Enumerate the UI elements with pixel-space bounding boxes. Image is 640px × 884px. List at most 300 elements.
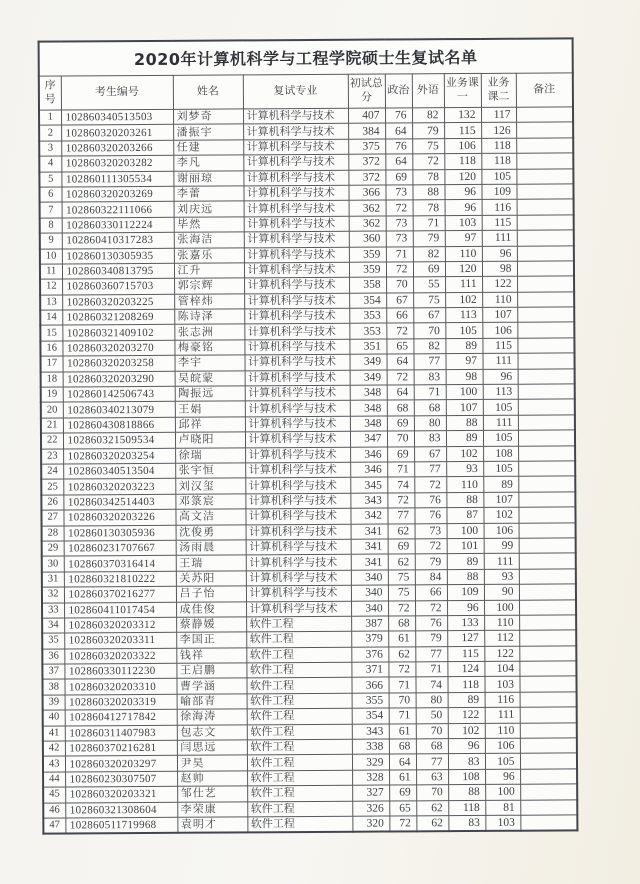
cell-remarks xyxy=(519,646,576,662)
table-row xyxy=(43,815,577,834)
cell-candidate-id: 102860322111066 xyxy=(62,202,174,218)
cell-index: 41 xyxy=(43,726,65,742)
cell-politics-score: 69 xyxy=(387,446,414,462)
cell-name: 刘梦奇 xyxy=(173,109,243,125)
cell-index: 4 xyxy=(39,156,61,172)
cell-course1-score: 97 xyxy=(445,231,482,247)
cell-major: 计算机科学与技术 xyxy=(245,462,350,478)
cell-major: 计算机科学与技术 xyxy=(246,555,351,571)
cell-course2-score: 111 xyxy=(482,353,517,369)
cell-candidate-id: 102860320203258 xyxy=(63,356,175,372)
cell-total-score: 353 xyxy=(349,323,386,339)
cell-politics-score: 71 xyxy=(386,246,413,262)
cell-remarks xyxy=(517,353,574,369)
cell-name: 张嘉乐 xyxy=(174,247,244,263)
cell-total-score: 366 xyxy=(348,185,385,201)
col-header-candidate-id: 考生编号 xyxy=(61,75,173,110)
cell-course2-score: 107 xyxy=(482,307,517,323)
cell-total-score: 348 xyxy=(350,400,387,416)
cell-total-score: 366 xyxy=(351,677,388,693)
cell-politics-score: 64 xyxy=(385,154,412,170)
cell-index: 7 xyxy=(40,202,62,218)
cell-major: 计算机科学与技术 xyxy=(245,416,350,432)
cell-course2-score: 107 xyxy=(483,492,518,508)
cell-major: 计算机科学与技术 xyxy=(244,339,349,355)
cell-course2-score: 111 xyxy=(485,707,520,723)
cell-course1-score: 89 xyxy=(445,338,482,354)
cell-name: 徐瑞 xyxy=(175,447,245,463)
cell-remarks xyxy=(518,384,575,400)
cell-name: 钱祥 xyxy=(176,648,246,664)
cell-name: 邱祥 xyxy=(175,417,245,433)
col-header-remarks: 备注 xyxy=(516,73,573,107)
cell-course2-score: 113 xyxy=(483,384,518,400)
cell-candidate-id: 102860321308604 xyxy=(65,802,177,818)
cell-total-score: 341 xyxy=(351,539,388,555)
cell-foreign-language-score: 78 xyxy=(413,200,445,216)
cell-remarks xyxy=(519,584,576,600)
cell-candidate-id: 102860320203254 xyxy=(63,448,175,464)
cell-remarks xyxy=(518,399,575,415)
cell-candidate-id: 102860320203269 xyxy=(61,186,173,202)
cell-major: 计算机科学与技术 xyxy=(245,385,350,401)
cell-candidate-id: 102860130305936 xyxy=(64,525,176,541)
cell-remarks xyxy=(519,630,576,646)
cell-remarks xyxy=(516,184,573,200)
cell-total-score: 346 xyxy=(350,462,387,478)
cell-course1-score: 98 xyxy=(446,369,483,385)
cell-course1-score: 102 xyxy=(448,723,485,739)
cell-major: 软件工程 xyxy=(246,647,351,663)
cell-course1-score: 132 xyxy=(444,107,481,123)
cell-remarks xyxy=(520,722,577,738)
cell-name: 刘汉玺 xyxy=(175,478,245,494)
cell-remarks xyxy=(518,415,575,431)
cell-course2-score: 93 xyxy=(484,569,519,585)
cell-politics-score: 61 xyxy=(389,770,416,786)
cell-remarks xyxy=(520,707,577,723)
cell-candidate-id: 102860320203310 xyxy=(64,679,176,695)
cell-index: 17 xyxy=(41,356,63,372)
cell-remarks xyxy=(519,569,576,585)
cell-remarks xyxy=(520,815,577,831)
cell-candidate-id: 102860330112224 xyxy=(62,217,174,233)
cell-course2-score: 105 xyxy=(483,430,518,446)
cell-index: 5 xyxy=(39,172,61,188)
cell-politics-score: 69 xyxy=(385,169,412,185)
cell-total-score: 340 xyxy=(351,570,388,586)
cell-course1-score: 96 xyxy=(447,600,484,616)
cell-total-score: 360 xyxy=(349,231,386,247)
cell-major: 软件工程 xyxy=(246,616,351,632)
cell-major: 软件工程 xyxy=(246,632,351,648)
cell-foreign-language-score: 76 xyxy=(414,508,446,524)
col-header-index: 序号 xyxy=(39,76,61,110)
cell-candidate-id: 102860320203322 xyxy=(64,648,176,664)
cell-major: 计算机科学与技术 xyxy=(246,601,351,617)
cell-course2-score: 111 xyxy=(483,415,518,431)
cell-candidate-id: 102860340513503 xyxy=(61,109,173,125)
cell-index: 8 xyxy=(40,218,62,234)
cell-name: 闫思远 xyxy=(177,740,247,756)
cell-name: 包志文 xyxy=(177,725,247,741)
cell-course1-score: 110 xyxy=(446,477,483,493)
cell-index: 6 xyxy=(39,187,61,203)
cell-politics-score: 61 xyxy=(388,631,415,647)
cell-course1-score: 118 xyxy=(444,154,481,170)
cell-major: 计算机科学与技术 xyxy=(246,570,351,586)
cell-course2-score: 110 xyxy=(482,292,517,308)
cell-foreign-language-score: 74 xyxy=(415,677,447,693)
cell-candidate-id: 102860320203261 xyxy=(61,125,173,141)
cell-major: 计算机科学与技术 xyxy=(243,154,348,170)
cell-candidate-id: 102860320203226 xyxy=(63,509,175,525)
cell-politics-score: 76 xyxy=(385,139,412,155)
cell-major: 计算机科学与技术 xyxy=(243,108,348,124)
cell-course2-score: 96 xyxy=(483,369,518,385)
cell-remarks xyxy=(516,107,573,123)
cell-name: 吕子怡 xyxy=(176,586,246,602)
cell-candidate-id: 102860370316414 xyxy=(64,556,176,572)
cell-course2-score: 126 xyxy=(481,123,516,139)
cell-course1-score: 96 xyxy=(448,738,485,754)
cell-foreign-language-score: 75 xyxy=(413,292,445,308)
cell-name: 曹学涵 xyxy=(176,678,246,694)
cell-course1-score: 97 xyxy=(446,354,483,370)
cell-candidate-id: 102860230307507 xyxy=(65,771,177,787)
cell-candidate-id: 102860111305534 xyxy=(61,171,173,187)
cell-index: 3 xyxy=(39,141,61,157)
cell-name: 李荣康 xyxy=(177,801,247,817)
cell-remarks xyxy=(519,661,576,677)
cell-candidate-id: 102860410317283 xyxy=(62,232,174,248)
cell-major: 计算机科学与技术 xyxy=(245,508,350,524)
cell-index: 23 xyxy=(41,449,63,465)
cell-course1-score: 100 xyxy=(446,384,483,400)
cell-foreign-language-score: 83 xyxy=(414,431,446,447)
cell-name: 任建 xyxy=(173,140,243,156)
cell-foreign-language-score: 76 xyxy=(414,492,446,508)
cell-major: 计算机科学与技术 xyxy=(245,478,350,494)
cell-politics-score: 72 xyxy=(388,662,415,678)
cell-candidate-id: 102860320203282 xyxy=(61,155,173,171)
cell-foreign-language-score: 72 xyxy=(415,600,447,616)
cell-name: 王启鹏 xyxy=(176,663,246,679)
cell-course2-score: 122 xyxy=(482,277,517,293)
cell-foreign-language-score: 77 xyxy=(415,646,447,662)
cell-index: 37 xyxy=(42,664,64,680)
admission-list-table xyxy=(38,37,579,835)
cell-foreign-language-score: 71 xyxy=(415,662,447,678)
cell-politics-score: 75 xyxy=(388,585,415,601)
cell-foreign-language-score: 67 xyxy=(414,446,446,462)
cell-total-score: 347 xyxy=(350,431,387,447)
cell-index: 19 xyxy=(41,387,63,403)
cell-remarks xyxy=(518,476,575,492)
cell-name: 喻部青 xyxy=(177,694,247,710)
cell-foreign-language-score: 84 xyxy=(415,569,447,585)
col-header-total-score: 初试总分 xyxy=(348,74,385,108)
cell-name: 王娟 xyxy=(175,401,245,417)
cell-course1-score: 83 xyxy=(448,754,485,770)
cell-index: 34 xyxy=(42,618,64,634)
cell-candidate-id: 102860311407983 xyxy=(65,725,177,741)
cell-index: 20 xyxy=(41,402,63,418)
cell-name: 管梓炜 xyxy=(174,294,244,310)
col-header-course2: 业务课二 xyxy=(481,73,516,107)
cell-foreign-language-score: 72 xyxy=(412,154,444,170)
page-title: 2020年计算机科学与工程学院硕士生复试名单 xyxy=(39,38,573,76)
cell-course2-score: 122 xyxy=(484,646,519,662)
cell-course1-score: 113 xyxy=(445,308,482,324)
cell-candidate-id: 102860231707667 xyxy=(64,540,176,556)
col-header-politics: 政治 xyxy=(385,74,412,108)
cell-remarks xyxy=(516,122,573,138)
cell-remarks xyxy=(516,153,573,169)
cell-course1-score: 127 xyxy=(447,631,484,647)
cell-total-score: 349 xyxy=(350,354,387,370)
cell-foreign-language-score: 88 xyxy=(412,185,444,201)
cell-total-score: 340 xyxy=(351,601,388,617)
cell-candidate-id: 102860320203321 xyxy=(65,786,177,802)
cell-remarks xyxy=(518,492,575,508)
cell-course2-score: 110 xyxy=(485,723,520,739)
cell-course2-score: 115 xyxy=(482,338,517,354)
cell-course1-score: 103 xyxy=(445,215,482,231)
cell-name: 邹仕艺 xyxy=(177,786,247,802)
cell-candidate-id: 102860321509534 xyxy=(63,433,175,449)
cell-major: 计算机科学与技术 xyxy=(244,262,349,278)
cell-total-score: 362 xyxy=(349,216,386,232)
cell-remarks xyxy=(517,322,574,338)
cell-course1-score: 118 xyxy=(447,677,484,693)
cell-major: 计算机科学与技术 xyxy=(246,524,351,540)
cell-index: 32 xyxy=(42,587,64,603)
cell-foreign-language-score: 62 xyxy=(416,800,448,816)
cell-course1-score: 102 xyxy=(445,292,482,308)
cell-major: 计算机科学与技术 xyxy=(245,493,350,509)
cell-index: 43 xyxy=(43,756,65,772)
cell-index: 27 xyxy=(41,510,63,526)
cell-total-score: 372 xyxy=(348,154,385,170)
cell-foreign-language-score: 67 xyxy=(413,308,445,324)
cell-foreign-language-score: 66 xyxy=(415,585,447,601)
cell-candidate-id: 102860321810222 xyxy=(64,571,176,587)
cell-name: 成佳俊 xyxy=(176,601,246,617)
cell-total-score: 376 xyxy=(351,647,388,663)
cell-remarks xyxy=(518,461,575,477)
cell-politics-score: 72 xyxy=(387,493,414,509)
cell-remarks xyxy=(517,215,574,231)
cell-candidate-id: 102860340513504 xyxy=(63,463,175,479)
cell-candidate-id: 102860321208269 xyxy=(62,309,174,325)
cell-total-score: 348 xyxy=(350,385,387,401)
cell-politics-score: 70 xyxy=(389,693,416,709)
cell-major: 软件工程 xyxy=(247,801,352,817)
cell-foreign-language-score: 80 xyxy=(416,692,448,708)
cell-politics-score: 73 xyxy=(386,216,413,232)
cell-course1-score: 89 xyxy=(447,554,484,570)
cell-course1-score: 110 xyxy=(445,246,482,262)
cell-name: 谢丽琼 xyxy=(173,170,243,186)
cell-major: 软件工程 xyxy=(247,693,352,709)
cell-candidate-id: 102860320203225 xyxy=(62,294,174,310)
cell-politics-score: 64 xyxy=(387,354,414,370)
cell-politics-score: 66 xyxy=(386,308,413,324)
cell-total-score: 379 xyxy=(351,631,388,647)
cell-foreign-language-score: 68 xyxy=(416,739,448,755)
cell-total-score: 371 xyxy=(351,662,388,678)
cell-course2-score: 106 xyxy=(482,323,517,339)
cell-major: 软件工程 xyxy=(247,816,352,833)
cell-candidate-id: 102860320203312 xyxy=(64,617,176,633)
cell-index: 13 xyxy=(40,295,62,311)
cell-course2-score: 96 xyxy=(485,769,520,785)
cell-foreign-language-score: 55 xyxy=(413,277,445,293)
cell-candidate-id: 102860130305935 xyxy=(62,248,174,264)
cell-remarks xyxy=(520,799,577,815)
cell-course1-score: 101 xyxy=(447,538,484,554)
cell-index: 45 xyxy=(43,787,65,803)
cell-name: 李蕾 xyxy=(173,186,243,202)
cell-foreign-language-score: 83 xyxy=(414,369,446,385)
cell-politics-score: 70 xyxy=(386,277,413,293)
cell-major: 计算机科学与技术 xyxy=(243,124,348,140)
cell-name: 袁明才 xyxy=(177,817,247,833)
cell-politics-score: 68 xyxy=(389,739,416,755)
cell-foreign-language-score: 77 xyxy=(414,462,446,478)
cell-index: 12 xyxy=(40,279,62,295)
cell-name: 李凡 xyxy=(173,155,243,171)
cell-major: 计算机科学与技术 xyxy=(245,370,350,386)
cell-major: 计算机科学与技术 xyxy=(245,354,350,370)
cell-politics-score: 72 xyxy=(386,323,413,339)
cell-course1-score: 105 xyxy=(445,323,482,339)
cell-total-score: 341 xyxy=(351,524,388,540)
cell-politics-score: 72 xyxy=(386,200,413,216)
cell-index: 18 xyxy=(41,372,63,388)
cell-foreign-language-score: 77 xyxy=(414,354,446,370)
cell-index: 40 xyxy=(43,710,65,726)
cell-major: 计算机科学与技术 xyxy=(246,539,351,555)
cell-major: 计算机科学与技术 xyxy=(246,585,351,601)
cell-name: 徐海涛 xyxy=(177,709,247,725)
cell-total-score: 384 xyxy=(348,123,385,139)
cell-foreign-language-score: 63 xyxy=(416,769,448,785)
cell-course2-score: 111 xyxy=(484,554,519,570)
cell-candidate-id: 102860411017454 xyxy=(64,602,176,618)
cell-major: 计算机科学与技术 xyxy=(244,308,349,324)
cell-total-score: 354 xyxy=(352,708,389,724)
cell-course2-score: 99 xyxy=(484,538,519,554)
cell-politics-score: 71 xyxy=(389,708,416,724)
cell-course1-score: 88 xyxy=(446,415,483,431)
cell-course1-score: 122 xyxy=(448,708,485,724)
cell-total-score: 349 xyxy=(350,370,387,386)
cell-index: 36 xyxy=(42,649,64,665)
cell-major: 计算机科学与技术 xyxy=(243,139,348,155)
cell-total-score: 342 xyxy=(350,508,387,524)
cell-total-score: 341 xyxy=(351,554,388,570)
cell-politics-score: 69 xyxy=(388,539,415,555)
cell-politics-score: 64 xyxy=(389,754,416,770)
cell-total-score: 359 xyxy=(349,247,386,263)
cell-total-score: 345 xyxy=(350,477,387,493)
cell-remarks xyxy=(517,307,574,323)
cell-remarks xyxy=(517,230,574,246)
cell-index: 9 xyxy=(40,233,62,249)
cell-course2-score: 100 xyxy=(484,600,519,616)
cell-index: 30 xyxy=(42,556,64,572)
cell-course2-score: 105 xyxy=(481,169,516,185)
cell-candidate-id: 102860412717842 xyxy=(65,710,177,726)
cell-name: 邓箓宸 xyxy=(175,494,245,510)
cell-course2-score: 110 xyxy=(484,615,519,631)
cell-remarks xyxy=(518,430,575,446)
cell-foreign-language-score: 77 xyxy=(416,754,448,770)
cell-course2-score: 105 xyxy=(483,461,518,477)
cell-remarks xyxy=(520,784,577,800)
cell-course2-score: 100 xyxy=(485,784,520,800)
cell-foreign-language-score: 72 xyxy=(414,477,446,493)
cell-name: 张宇恒 xyxy=(175,463,245,479)
cell-major: 计算机科学与技术 xyxy=(245,447,350,463)
cell-course2-score: 104 xyxy=(484,661,519,677)
cell-candidate-id: 102860342514403 xyxy=(63,494,175,510)
cell-candidate-id: 102860330112230 xyxy=(64,663,176,679)
cell-foreign-language-score: 70 xyxy=(413,323,445,339)
cell-course1-score: 100 xyxy=(447,523,484,539)
cell-politics-score: 71 xyxy=(387,462,414,478)
cell-name: 王瑞 xyxy=(176,555,246,571)
cell-total-score: 372 xyxy=(348,170,385,186)
cell-remarks xyxy=(519,676,576,692)
cell-course1-score: 120 xyxy=(445,261,482,277)
cell-politics-score: 68 xyxy=(388,616,415,632)
cell-total-score: 355 xyxy=(352,693,389,709)
cell-politics-score: 69 xyxy=(387,416,414,432)
cell-remarks xyxy=(516,168,573,184)
cell-course1-score: 120 xyxy=(444,169,481,185)
cell-name: 吴皖蒙 xyxy=(175,371,245,387)
cell-candidate-id: 102860320203319 xyxy=(65,694,177,710)
cell-foreign-language-score: 76 xyxy=(415,616,447,632)
cell-candidate-id: 102860370216277 xyxy=(64,586,176,602)
cell-index: 44 xyxy=(43,772,65,788)
cell-remarks xyxy=(519,599,576,615)
cell-politics-score: 73 xyxy=(385,185,412,201)
cell-name: 陈诗泽 xyxy=(174,309,244,325)
cell-course2-score: 98 xyxy=(482,261,517,277)
cell-name: 高文洁 xyxy=(175,509,245,525)
cell-index: 28 xyxy=(42,526,64,542)
cell-politics-score: 64 xyxy=(387,385,414,401)
cell-remarks xyxy=(520,769,577,785)
cell-name: 江升 xyxy=(174,263,244,279)
cell-politics-score: 65 xyxy=(386,339,413,355)
cell-remarks xyxy=(516,138,573,154)
cell-total-score: 354 xyxy=(349,293,386,309)
cell-course1-score: 89 xyxy=(446,431,483,447)
cell-index: 1 xyxy=(39,110,61,126)
cell-name: 卢晓阳 xyxy=(175,432,245,448)
cell-index: 14 xyxy=(40,310,62,326)
cell-candidate-id: 102860320203270 xyxy=(62,340,174,356)
cell-course1-score: 115 xyxy=(447,646,484,662)
cell-major: 计算机科学与技术 xyxy=(244,201,349,217)
table-body xyxy=(39,107,577,834)
cell-course1-score: 88 xyxy=(448,785,485,801)
